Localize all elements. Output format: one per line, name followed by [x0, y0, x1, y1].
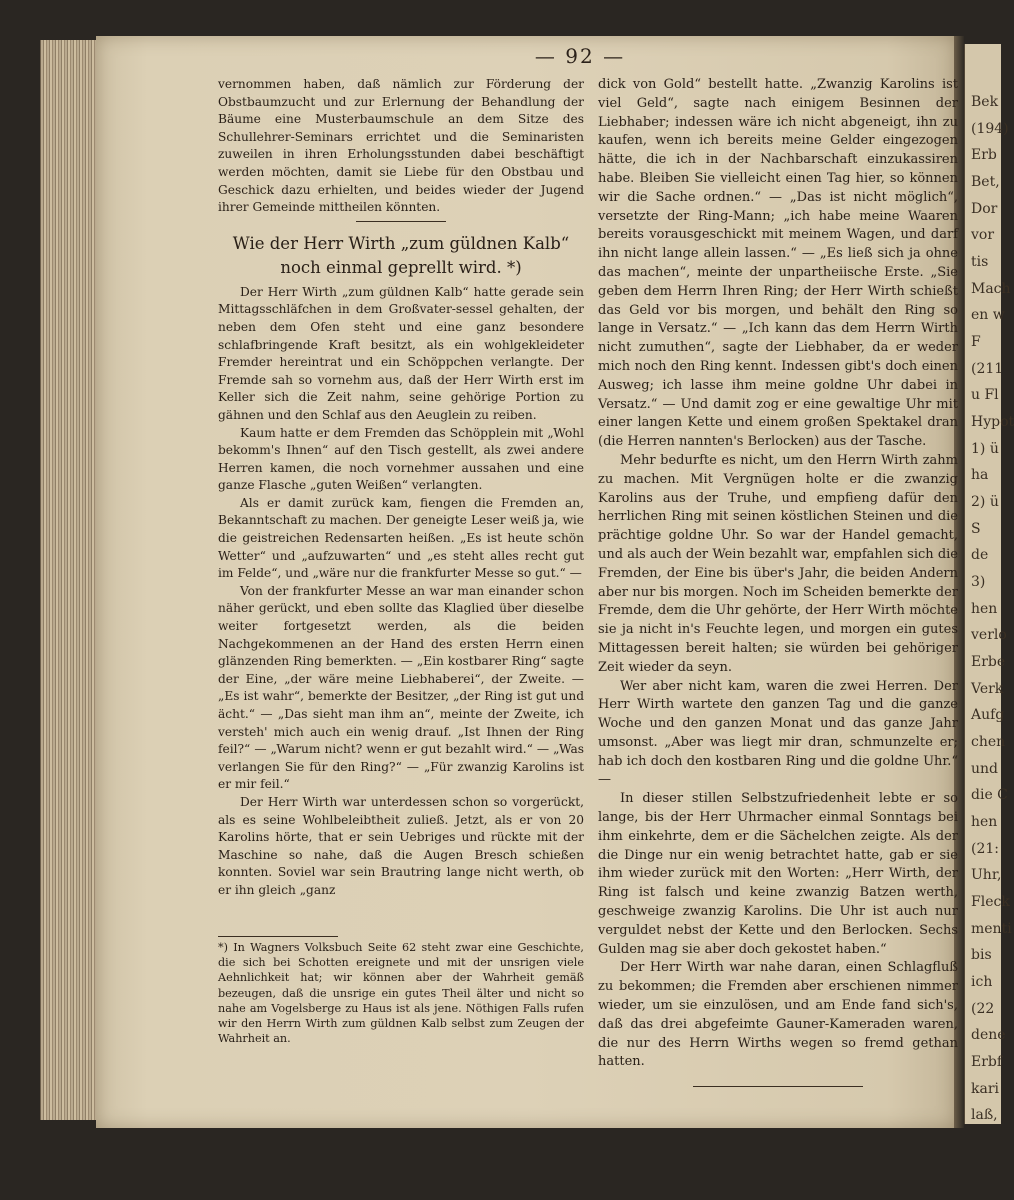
page-stack-edge [40, 40, 97, 1120]
next-page-fragment: Bet, [971, 174, 1000, 190]
next-page-fragment: hen [971, 600, 998, 617]
next-page-fragment: Erbf [971, 1054, 1003, 1070]
next-page-fragment: ich [971, 974, 993, 990]
next-page-fragment: (194) [971, 120, 1009, 137]
next-page-fragment: ha [971, 467, 989, 484]
next-page-fragment: Aufg [971, 707, 1005, 724]
next-page-fragment: vor [971, 227, 995, 244]
next-page-fragment: u Fl [971, 387, 999, 404]
next-page-fragment: (22 [971, 1000, 995, 1017]
next-page-fragment: chen [971, 734, 1006, 750]
story-title-line-2: noch einmal geprellt wird. *) [280, 257, 522, 277]
story-title [218, 232, 584, 280]
story-title-line-1: Wie der Herr Wirth „zum güldnen Kalb“ [232, 233, 570, 253]
footnote: *) In Wagners Volksbuch Seite 62 steht zwar eine Geschichte, die sich bei Schotten ereignete und mit der unsrigen viele Aehnlichkeit hat; wir können aber der Wahrheit gemäß bezeugen, daß die unsrige ein gutes Theil älter und nicht so nahe am Vogelsberge zu Haus ist als jene. Nöthigen Falls rufen wir den Herrn Wirth zum güldnen Kalb selbst zum Zeugen der Wahrheit an. [218, 941, 584, 1046]
next-page-fragment: (21: [971, 840, 999, 857]
next-page-fragment: verlo [971, 627, 1007, 644]
next-page-fragment: die C [971, 787, 1008, 804]
body-paragraph: Der Herr Wirth war unterdessen schon so vorgerückt, als es seine Wohlbeleibtheit zuließ. Jetzt, als er von 20 Karolins hörte, that er sein Uebriges und rückte mit der Maschine so nahe, daß die Augen Bresch schießen konnten. Soviel war sein Brautring lange nicht werth, ob er ihn gleich „ganz [218, 794, 584, 897]
next-page-fragment: dene [971, 1027, 1006, 1044]
next-page-fragment: (211 [971, 360, 1004, 377]
next-page-fragment: Bek [971, 94, 999, 110]
intro-paragraph: vernommen haben, daß nämlich zur Förderung der Obstbaumzucht und zur Erlernung der Behandlung der Bäume eine Musterbaumschule an dem Sitze des Schullehrer-Seminars errichtet und die Seminaristen zuweilen in ihren Erholungsstunden dabei beschäftigt werden möchten, damit sie Liebe für den Obstbau und Geschick dazu erhielten, und beides wieder der Jugend ihrer Gemeinde mittheilen könnten. [218, 77, 584, 215]
left-column [218, 76, 584, 900]
next-page-fragment: Verk [971, 680, 1004, 697]
body-paragraph: Wer aber nicht kam, waren die zwei Herren. Der Herr Wirth wartete den ganzen Tag und die ganze Woche und den ganzen Monat und das ganze Jahr umsonst. „Aber was liegt mir dran, schmunzelte er; hab ich doch den kostbaren Ring und die goldne Uhr.“ — [598, 678, 958, 788]
body-paragraph: Kaum hatte er dem Fremden das Schöpplein mit „Wohl bekomm's Ihnen“ auf den Tisch gestellt, als zwei andere Herren kamen, die noch vornehmer aussahen und eine ganze Flasche „guten Weißen“ verlangten. [218, 425, 584, 493]
next-page-fragment: Hypot [971, 414, 1014, 430]
next-page-fragment: 3) [971, 574, 986, 590]
next-page-fragment: de [971, 547, 989, 564]
footnote-rule [218, 936, 338, 937]
next-page-fragment: 2) ü [971, 494, 999, 510]
section-divider [356, 221, 446, 222]
body-paragraph: Der Herr Wirth „zum güldnen Kalb“ hatte gerade sein Mittagsschläfchen in dem Großvater-sessel gehalten, der neben dem Ofen steht und eine ganz besondere schlafbringende Kraft besitzt, als ein wohlgekleideter Fremder hereintrat und ein Schöppchen verlangte. Der Fremde sah so vornehm aus, daß der Herr Wirth erst im Keller sich die Zeit nahm, seine gehörige Portion zu gähnen und den Schlaf aus den Aeuglein zu reiben. [218, 284, 584, 422]
right-column [598, 76, 958, 1093]
page-number: — 92 — [534, 44, 626, 68]
next-page-fragment: Mach [971, 280, 1011, 297]
body-paragraph: Von der frankfurter Messe an war man einander schon näher gerückt, und eben sollte das Klaglied über dieselbe weiter fortgesetzt werden, als die beiden Nachgekommenen an der Hand des ersten Herrn einen glänzenden Ring bemerkten. — „Ein kostbarer Ring“ sagte der Eine, „der wäre meine Liebhaberei“, der Zweite. — „Es ist wahr“, bemerkte der Besitzer, „der Ring ist gut und ächt.“ — „Das sieht man ihm an“, meinte der Zweite, ich versteh' mich auch ein wenig drauf. „Ist Ihnen der Ring feil?“ — „Warum nicht? wenn er gut bezahlt wird.“ — „Was verlangen Sie für den Ring?“ — „Für zwanzig Karolins ist er mir feil.“ [218, 583, 584, 792]
body-paragraph: Als er damit zurück kam, fiengen die Fremden an, Bekanntschaft zu machen. Der geneigte Leser weiß ja, wie die geistreichen Redensarten heißen. „Es ist heute schön Wetter“ und „aufzuwarten“ und „es steht alles recht gut im Felde“, und „wäre nur die frankfurter Messe so gut.“ — [218, 495, 584, 581]
next-page-fragment: S [971, 520, 981, 537]
body-paragraph: Der Herr Wirth war nahe daran, einen Schlagfluß zu bekommen; die Fremden aber erschienen nimmer wieder, um sie einzulösen, und am Ende fand sich's, daß das drei abgefeimte Gauner-Kameraden waren, die nur des Herrn Wirths wegen so fremd gethan hatten. [598, 960, 958, 1070]
next-page-fragment: kari [971, 1080, 999, 1097]
next-page-fragment: Uhr, [971, 867, 1002, 884]
body-paragraph: In dieser stillen Selbstzufriedenheit lebte er so lange, bis der Herr Uhrmacher einmal Sonntags bei ihm einkehrte, dem er die Sächelchen zeigte. Als der die Dinge nur ein wenig betrachtet hatte, gab er sie ihm wieder zurück mit den Worten: „Herr Wirth, der Ring ist falsch und keine zwanzig Batzen werth, geschweige zwanzig Karolins. Die Uhr ist auch nur verguldet nebst der Kette und den Berlocken. Sechs Gulden mag sie aber doch gekostet haben.“ [598, 791, 958, 957]
body-paragraph: Mehr bedurfte es nicht, um den Herrn Wirth zahm zu machen. Mit Vergnügen holte er die zwanzig Karolins aus der Truhe, und empfieng dafür den herrlichen Ring mit seinen köstlichen Steinen und die prächtige goldne Uhr. So war der Handel gemacht, und als auch der Wein bezahlt war, empfahlen sich die Fremden, der Eine bis über's Jahr, die beiden Andern aber nur bis morgen. Noch im Scheiden bemerkte der Fremde, dem die Uhr gehörte, der Herr Wirth möchte sie ja nicht in's Feuchte legen, und morgen ein gutes Mittagessen bereit halten; sie würden bei gehöriger Zeit wieder da seyn. [598, 452, 958, 675]
next-page-fragment: bis [971, 947, 992, 964]
next-page-fragment: laß, [971, 1107, 998, 1124]
next-page-fragment: 1) ü [971, 440, 999, 457]
next-page-fragment: menti [971, 920, 1012, 937]
next-page-fragment: Fleck [971, 894, 1010, 910]
next-page-edge [964, 44, 1014, 1124]
next-page-fragment: F [971, 334, 981, 350]
next-page-fragment: Erb [971, 147, 997, 164]
body-paragraph: dick von Gold“ bestellt hatte. „Zwanzig Karolins ist viel Geld“, sagte nach einigem Besinnen der Liebhaber; indessen wäre ich nicht abgeneigt, ihn zu kaufen, wenn ich bereits meine Gelder eingezogen hätte, die ich in der Nachbarschaft einzukassiren habe. Bleiben Sie vielleicht einen Tag hier, so können wir die Sache ordnen.“ — „Das ist nicht möglich“, versetzte der Ring-Mann; „ich habe meine Waaren bereits vorausgeschickt mit meinem Wagen, und darf ihn nicht lange allein lassen.“ — „Es ließ sich ja ohne das machen“, meinte der unpartheiische Erste. „Sie geben dem Herrn Ihren Ring; der Herr Wirth schießt das Geld vor bis morgen, und behält den Ring so lange in Versatz.“ — „Ich kann das dem Herrn Wirth nicht zumuthen“, sagte der Liebhaber, da er weder mich noch den Ring kennt. Indessen gibt's doch einen Ausweg; ich lasse ihm meine goldne Uhr dabei in Versatz.“ — Und damit zog er eine gewaltige Uhr mit einer langen Kette und einem großen Spektakel dran (die Herren nannten's Berlocken) aus der Tasche. [598, 77, 958, 450]
next-page-fragment: Erbe [971, 654, 1006, 670]
next-page-fragment: Dor [971, 200, 998, 217]
next-page-fragment: en w [971, 307, 1005, 324]
end-rule [693, 1086, 863, 1087]
next-page-fragment: hen [971, 814, 998, 830]
next-page-fragment: und [971, 760, 998, 777]
next-page-fragment: tis [971, 254, 989, 270]
